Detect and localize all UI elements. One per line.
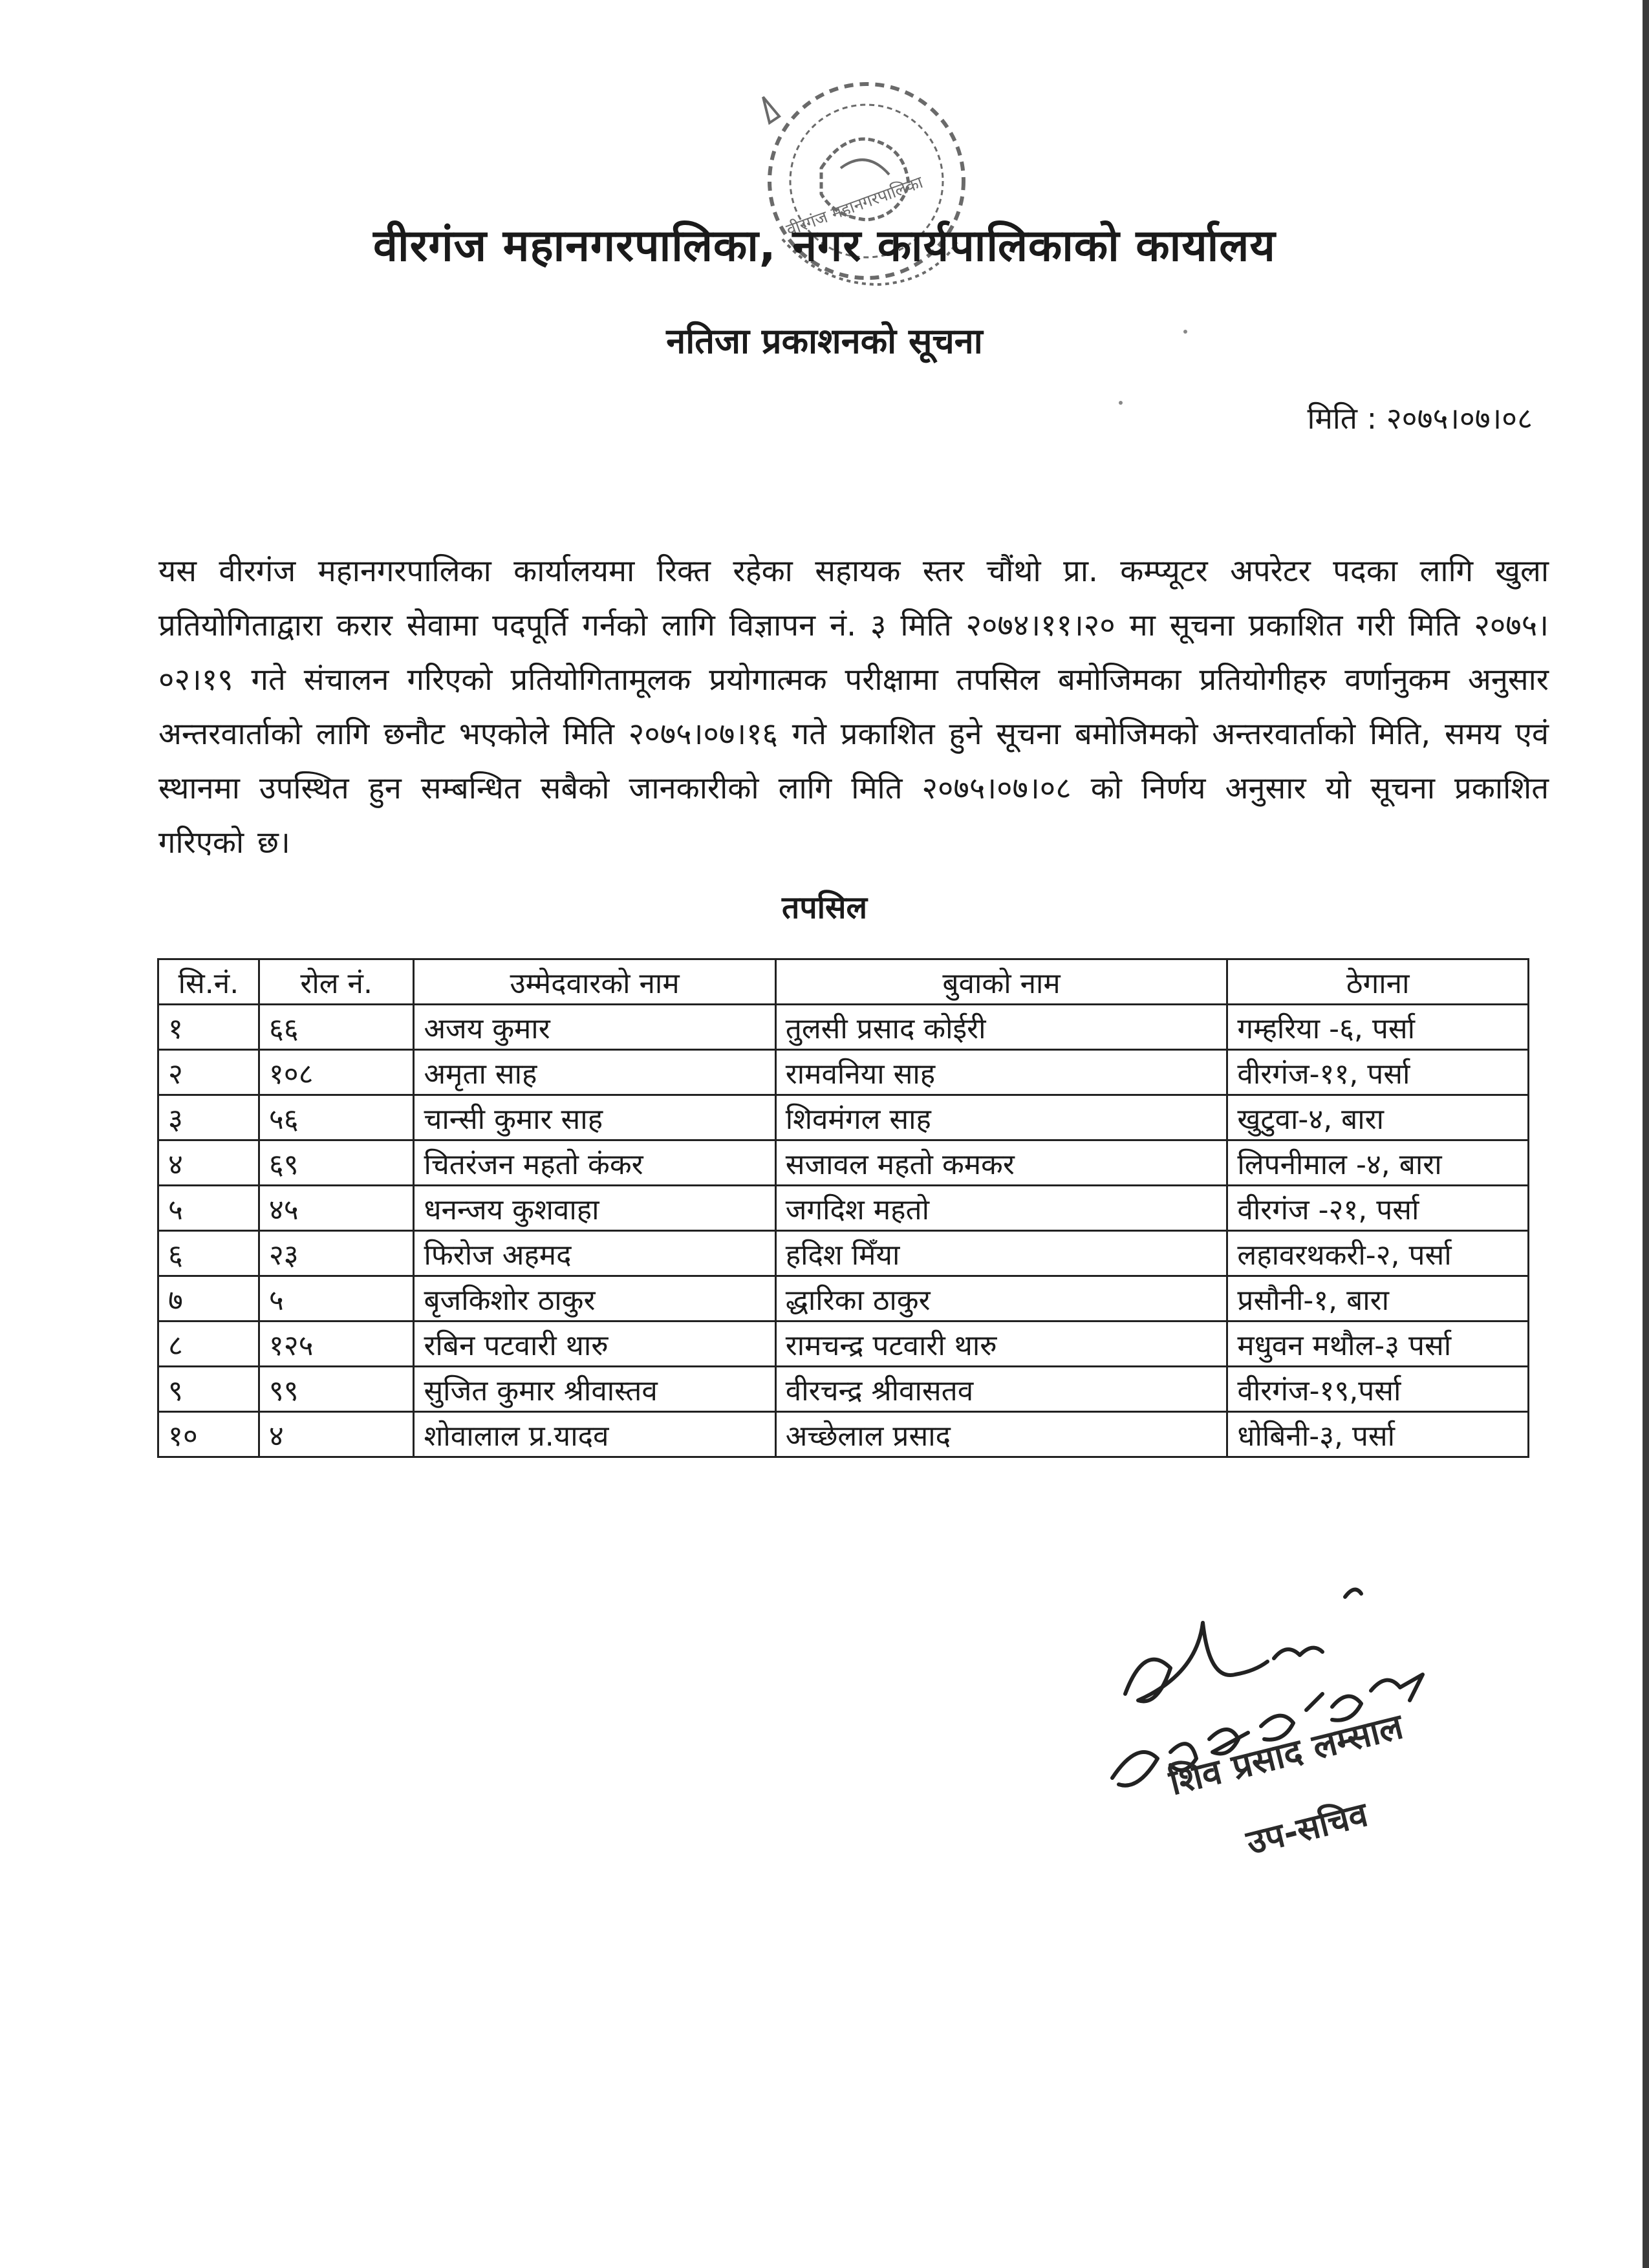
header-father: बुवाको नाम — [775, 959, 1227, 1005]
cell-father: रामचन्द्र पटवारी थारु — [775, 1321, 1227, 1367]
signatory-name: शिव प्रसाद लम्साल — [1165, 1706, 1407, 1803]
header-address: ठेगाना — [1227, 959, 1529, 1005]
cell-roll: ६६ — [259, 1005, 414, 1050]
table-row — [158, 1186, 1529, 1231]
cell-roll: ५६ — [259, 1095, 414, 1140]
page-title: वीरगंज महानगरपालिका, नगर कार्यपालिकाको कार्यालय — [373, 220, 1276, 272]
cell-father: जगदिश महतो — [775, 1186, 1227, 1231]
table-row — [158, 1005, 1529, 1050]
signatory-designation: उप-सचिव — [1242, 1795, 1372, 1863]
cell-serial: २ — [158, 1050, 259, 1095]
cell-serial: १० — [158, 1412, 259, 1457]
cell-roll: ६९ — [259, 1140, 414, 1186]
cell-serial: ६ — [158, 1231, 259, 1276]
cell-serial: १ — [158, 1005, 259, 1050]
cell-father: शिवमंगल साह — [775, 1095, 1227, 1140]
table-row — [158, 1367, 1529, 1412]
schedule-heading: तपसिल — [781, 890, 868, 926]
table-row — [158, 1412, 1529, 1457]
cell-serial: ४ — [158, 1140, 259, 1186]
svg-text:वीरगंज महानगरपालिका: वीरगंज महानगरपालिका — [784, 173, 926, 241]
cell-roll: ५ — [259, 1276, 414, 1321]
cell-address: वीरगंज-१९,पर्सा — [1227, 1367, 1529, 1412]
cell-father: वीरचन्द्र श्रीवासतव — [775, 1367, 1227, 1412]
results-table — [157, 958, 1529, 1458]
cell-father: अच्छेलाल प्रसाद — [775, 1412, 1227, 1457]
cell-roll: ४ — [259, 1412, 414, 1457]
cell-address: लिपनीमाल -४, बारा — [1227, 1140, 1529, 1186]
header-serial: सि.नं. — [158, 959, 259, 1005]
cell-father: तुलसी प्रसाद कोईरी — [775, 1005, 1227, 1050]
notice-date — [1307, 398, 1533, 438]
official-seal — [744, 71, 989, 317]
cell-address: लहावरथकरी-२, पर्सा — [1227, 1231, 1529, 1276]
header-roll: रोल नं. — [259, 959, 414, 1005]
cell-father: द्धारिका ठाकुर — [775, 1276, 1227, 1321]
cell-address: वीरगंज -२१, पर्सा — [1227, 1186, 1529, 1231]
date-value: २०७५।०७।०८ — [1386, 401, 1533, 436]
table-row — [158, 1276, 1529, 1321]
scan-speck — [1183, 330, 1187, 334]
cell-serial: ९ — [158, 1367, 259, 1412]
table-row — [158, 1140, 1529, 1186]
cell-address: वीरगंज-११, पर्सा — [1227, 1050, 1529, 1095]
cell-roll: ९९ — [259, 1367, 414, 1412]
cell-roll: २३ — [259, 1231, 414, 1276]
scan-speck — [1119, 401, 1123, 405]
notice-subtitle: नतिजा प्रकाशनको सूचना — [666, 321, 983, 361]
cell-candidate: धनन्जय कुशवाहा — [414, 1186, 775, 1231]
table-row — [158, 1231, 1529, 1276]
cell-candidate: बृजकिशोर ठाकुर — [414, 1276, 775, 1321]
cell-serial: ८ — [158, 1321, 259, 1367]
table-row — [158, 1050, 1529, 1095]
cell-candidate: रबिन पटवारी थारु — [414, 1321, 775, 1367]
cell-candidate: चान्सी कुमार साह — [414, 1095, 775, 1140]
cell-father: सजावल महतो कमकर — [775, 1140, 1227, 1186]
cell-address: धोबिनी-३, पर्सा — [1227, 1412, 1529, 1457]
cell-candidate: सुजित कुमार श्रीवास्तव — [414, 1367, 775, 1412]
cell-serial: ५ — [158, 1186, 259, 1231]
cell-address: प्रसौनी-१, बारा — [1227, 1276, 1529, 1321]
cell-address: खुटुवा-४, बारा — [1227, 1095, 1529, 1140]
cell-roll: १२५ — [259, 1321, 414, 1367]
cell-serial: ७ — [158, 1276, 259, 1321]
date-label: मिति : — [1307, 401, 1377, 436]
cell-father: रामवनिया साह — [775, 1050, 1227, 1095]
cell-father: हदिश मिँया — [775, 1231, 1227, 1276]
table-header-row — [158, 959, 1529, 1005]
cell-serial: ३ — [158, 1095, 259, 1140]
cell-address: मधुवन मथौल-३ पर्सा — [1227, 1321, 1529, 1367]
cell-candidate: अजय कुमार — [414, 1005, 775, 1050]
cell-candidate: शोवालाल प्र.यादव — [414, 1412, 775, 1457]
cell-address: गम्हरिया -६, पर्सा — [1227, 1005, 1529, 1050]
cell-candidate: फिरोज अहमद — [414, 1231, 775, 1276]
cell-roll: ४५ — [259, 1186, 414, 1231]
table-row — [158, 1095, 1529, 1140]
header-candidate: उम्मेदवारको नाम — [414, 959, 775, 1005]
handwritten-signature — [1099, 1545, 1461, 1823]
cell-candidate: अमृता साह — [414, 1050, 775, 1095]
cell-roll: १०८ — [259, 1050, 414, 1095]
notice-body: यस वीरगंज महानगरपालिका कार्यालयमा रिक्त रहेका सहायक स्तर चौंथो प्रा. कम्प्यूटर अपरेटर पदका लागि खुला प्रतियोगिताद्वारा करार सेवामा पदपूर्ति गर्नको लागि विज्ञापन नं. ३ मिति २०७४।११।२० मा सूचना प्रकाशित गरी मिति २०७५।०२।१९ गते संचालन गरिएको प्रतियोगितामूलक प्रयोगात्मक परीक्षामा तपसिल बमोजिमका प्रतियोगीहरु वर्णानुकम अनुसार अन्तरवार्ताको लागि छनौट भएकोले मिति २०७५।०७।१६ गते प्रकाशित हुने सूचना बमोजिमको अन्तरवार्ताको मिति, समय एवं स्थानमा उपस्थित हुन सम्बन्धित सबैको जानकारीको लागि मिति २०७५।०७।०८ को निर्णय अनुसार यो सूचना प्रकाशित गरिएको छ। — [158, 553, 1549, 861]
cell-candidate: चितरंजन महतो कंकर — [414, 1140, 775, 1186]
table-row — [158, 1321, 1529, 1367]
